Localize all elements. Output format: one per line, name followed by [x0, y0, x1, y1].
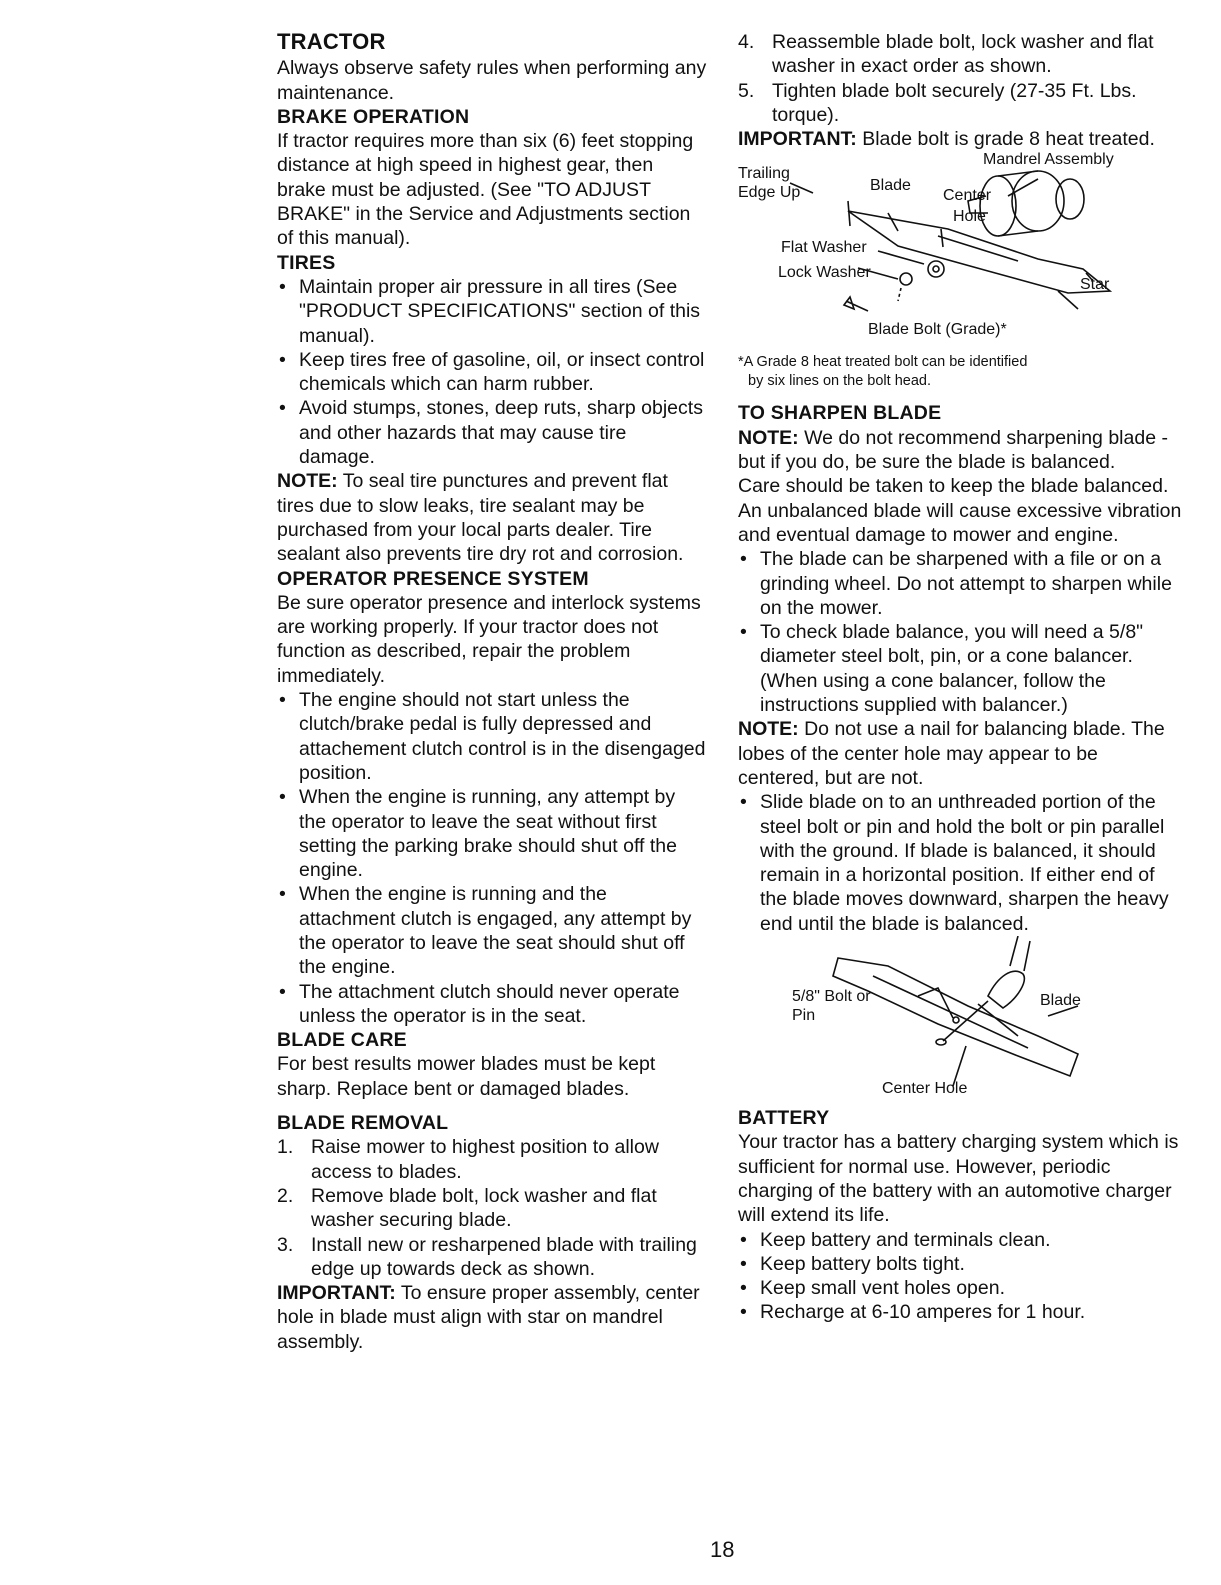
right-column [738, 30, 1183, 1325]
list-item [738, 79, 1183, 128]
list-item: • Maintain proper air pressure in all tires (See "PRODUCT SPECIFICATIONS" section of this manual). [277, 275, 707, 348]
list-item [277, 1135, 707, 1184]
battery-heading: BATTERY [738, 1107, 830, 1130]
battery-list [738, 1228, 1183, 1325]
blade-label: Blade [1040, 992, 1081, 1010]
blade-removal-steps-continued [738, 30, 1183, 127]
list-item: • Keep small vent holes open. [738, 1276, 1183, 1300]
operator-presence-heading: OPERATOR PRESENCE SYSTEM [277, 567, 589, 590]
sharpen-care-text: Care should be taken to keep the blade balanced. An unbalanced blade will cause excessive vibration and eventual damage to mower and engine. [738, 475, 1182, 546]
battery-text: Your tractor has a battery charging system which is sufficient for normal use. However, periodic charging of the battery with an automotive charger will extend its life. [738, 1131, 1179, 1227]
list-item: • Keep tires free of gasoline, oil, or insect control chemicals which can harm rubber. [277, 348, 707, 397]
tractor-heading: TRACTOR [277, 29, 386, 54]
page-number: 18 [710, 1537, 735, 1562]
tires-heading: TIRES [277, 251, 336, 274]
balance-note [738, 717, 1183, 790]
blade-balance-diagram [778, 936, 1221, 1106]
blade-assembly-diagram [738, 151, 1183, 351]
list-item: • Keep battery and terminals clean. [738, 1228, 1183, 1252]
lock-washer-label: Lock Washer [778, 264, 871, 282]
note-label: NOTE: [277, 470, 338, 493]
blade-label: Blade [870, 177, 911, 195]
sharpen-blade-heading: TO SHARPEN BLADE [738, 402, 942, 425]
brake-operation-text: If tractor requires more than six (6) feet stopping distance at high speed in highest gear, then brake must be adjusted. (See "TO ADJUST BRAKE" in the Service and Adjustments section of this manual). [277, 130, 694, 250]
list-item [277, 1184, 707, 1233]
step-number: 1. [277, 1136, 294, 1159]
step-number: 4. [738, 31, 755, 53]
step-number: 3. [277, 1233, 294, 1256]
blade-care-text: For best results mower blades must be kept sharp. Replace bent or damaged blades. [277, 1053, 656, 1100]
important-note [738, 127, 1183, 151]
operator-presence-list [277, 688, 707, 1028]
bolt-footnote [738, 353, 1183, 391]
list-item [738, 30, 1183, 79]
blade-bolt-label: Blade Bolt (Grade)* [868, 321, 1007, 339]
sharpen-note [738, 426, 1183, 475]
trailing-label: Trailing [738, 165, 790, 183]
left-column [277, 30, 707, 1354]
mandrel-assembly-label: Mandrel Assembly [983, 151, 1114, 169]
flat-washer-label: Flat Washer [781, 239, 867, 257]
operator-presence-text: Be sure operator presence and interlock systems are working properly. If your tractor does not function as described, repair the problem immediately. [277, 591, 701, 687]
note-text: We do not recommend sharpening blade - but if you do, be sure the blade is balanced. [738, 426, 1168, 474]
bolt-or-label: 5/8" Bolt or [792, 988, 871, 1006]
star-label: Star [1080, 276, 1110, 294]
step-text: Raise mower to highest position to allow access to blades. [311, 1136, 659, 1183]
list-item: • Recharge at 6-10 amperes for 1 hour. [738, 1300, 1183, 1324]
important-note [277, 1281, 707, 1354]
list-item: • Slide blade on to an unthreaded portion of the steel bolt or pin and hold the bolt or pin parallel with the ground. If blade is balanced, it should remain in a horizontal position. If either end of the blade moves downward, sharpen the heavy end until the blade is balanced. [738, 790, 1183, 936]
hole-label: Hole [953, 208, 986, 226]
center-hole-label: Center Hole [882, 1080, 968, 1098]
list-item: • To check blade balance, you will need a 5/8" diameter steel bolt, pin, or a cone balancer. (When using a cone balancer, follow the instructions supplied with balancer.) [738, 620, 1183, 717]
step-text: Reassemble blade bolt, lock washer and flat washer in exact order as shown. [772, 31, 1154, 78]
list-item: • The blade can be sharpened with a file or on a grinding wheel. Do not attempt to sharpen while on the mower. [738, 547, 1183, 620]
step-text: Tighten blade bolt securely (27-35 Ft. Lbs. torque). [772, 79, 1137, 126]
note-text: To seal tire punctures and prevent flat tires due to slow leaks, tire sealant may be purchased from your local parts dealer. Tire sealant also prevents tire dry rot and corrosion. [277, 470, 684, 566]
step-number: 5. [738, 79, 755, 102]
sharpen-list [738, 547, 1183, 717]
pin-label: Pin [792, 1007, 816, 1025]
balance-list [738, 790, 1183, 936]
note-label: NOTE: [738, 718, 799, 741]
step-number: 2. [277, 1184, 294, 1207]
note-label: NOTE: [738, 426, 799, 449]
list-item: • When the engine is running and the attachment clutch is engaged, any attempt by the operator to leave the seat should shut off the engine. [277, 882, 707, 979]
list-item: • The engine should not start unless the clutch/brake pedal is fully depressed and attachement clutch control is in the disengaged position. [277, 688, 707, 785]
blade-removal-heading: BLADE REMOVAL [277, 1112, 449, 1135]
important-text: Blade bolt is grade 8 heat treated. [862, 128, 1155, 151]
step-text: Remove blade bolt, lock washer and flat washer securing blade. [311, 1184, 657, 1232]
center-label: Center [943, 187, 992, 205]
important-text: To ensure proper assembly, center hole in blade must align with star on mandrel assembly. [277, 1282, 700, 1353]
tires-list [277, 275, 707, 469]
list-item: • Keep battery bolts tight. [738, 1252, 1183, 1276]
footnote-line: by six lines on the bolt head. [748, 373, 931, 390]
note-text: Do not use a nail for balancing blade. The lobes of the center hole may appear to be centered, but are not. [738, 718, 1165, 789]
blade-balance-illustration [778, 936, 1183, 1106]
footnote-line: *A Grade 8 heat treated bolt can be identified [738, 354, 1028, 371]
list-item [277, 1233, 707, 1282]
important-label: IMPORTANT: [738, 128, 857, 151]
step-text: Install new or resharpened blade with trailing edge up towards deck as shown. [311, 1233, 697, 1280]
blade-care-heading: BLADE CARE [277, 1029, 407, 1052]
tractor-intro: Always observe safety rules when performing any maintenance. [277, 57, 707, 104]
blade-removal-steps [277, 1135, 707, 1281]
important-label: IMPORTANT: [277, 1282, 396, 1305]
list-item: • Avoid stumps, stones, deep ruts, sharp objects and other hazards that may cause tire damage. [277, 396, 707, 469]
edge-up-label: Edge Up [738, 184, 801, 202]
list-item: • When the engine is running, any attempt by the operator to leave the seat without first setting the parking brake should shut off the engine. [277, 785, 707, 882]
tires-note [277, 469, 707, 566]
brake-operation-heading: BRAKE OPERATION [277, 105, 470, 128]
list-item: • The attachment clutch should never operate unless the operator is in the seat. [277, 980, 707, 1029]
